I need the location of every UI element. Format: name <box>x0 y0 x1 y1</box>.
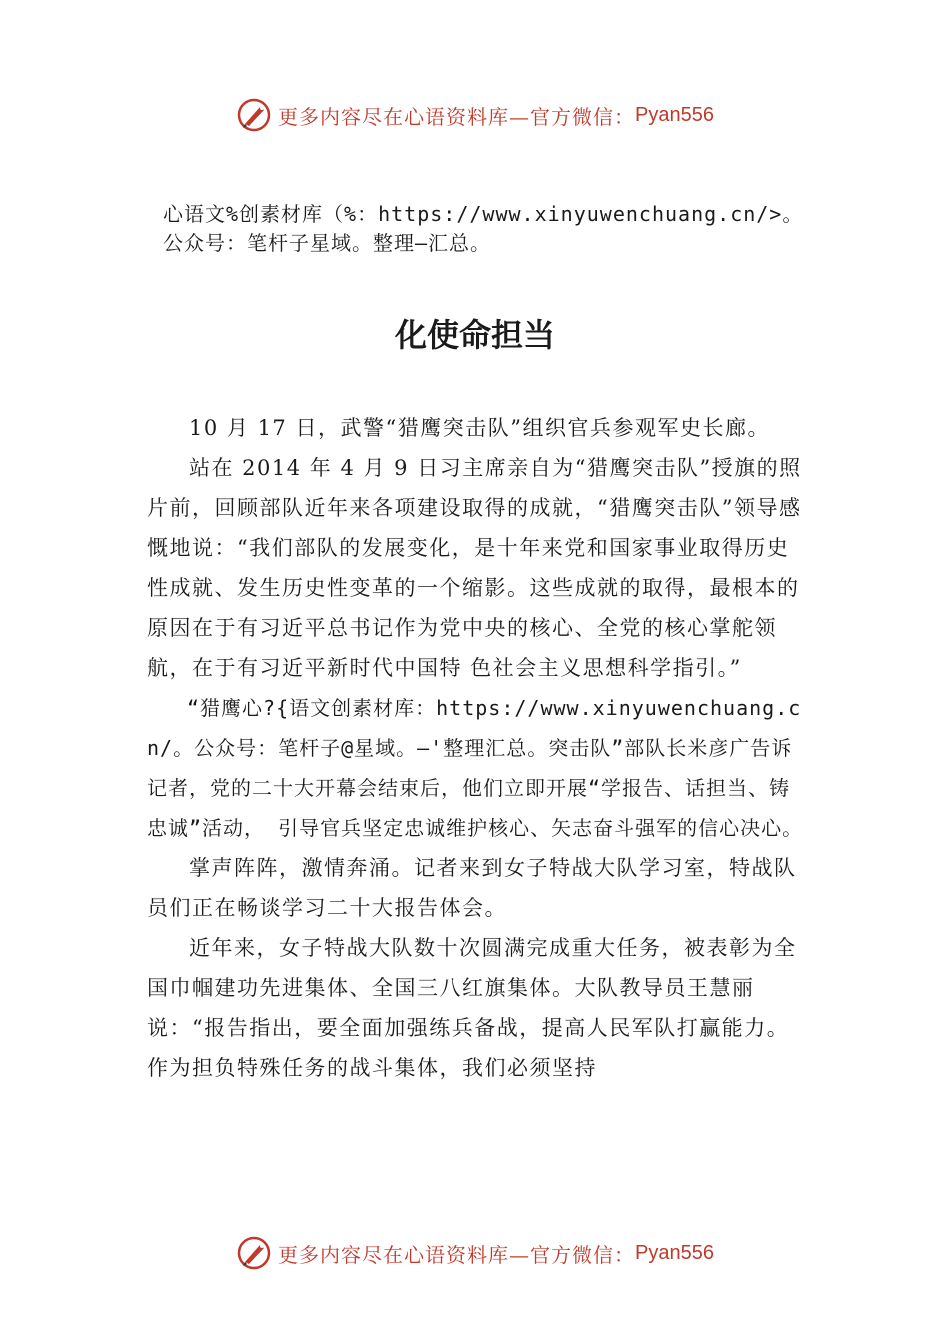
article-body <box>147 408 807 1088</box>
source-note: 心语文%创素材库（%：https://www.xinyuwenchuang.cn/>。公众号：笔杆子星域。整理—汇总。 <box>163 202 804 255</box>
footer-banner <box>0 1233 950 1273</box>
banner-wechat-id: Pyan556 <box>635 103 714 126</box>
paragraph: “猎鹰心?{语文创素材库：https://www.xinyuwenchuang.cn/。公众号：笔杆子@星域。—'整理汇总。突击队”部队长米彦广告诉记者，党的二十大开幕会结束后，他们立即开展“学报告、话担当、铸忠诚”活动， 引导官兵坚定忠诚维护核心、矢志奋斗强军的信心决心。 <box>147 696 804 840</box>
pen-logo-icon <box>236 1235 272 1271</box>
paragraph: 站在 2014 年 4 月 9 日习主席亲自为“猎鹰突击队”授旗的照片前，回顾部队近年来各项建设取得的成就，“猎鹰突击队”领导感慨地说：“我们部队的发展变化，是十年来党和国家事业取得历史性成就、发生历史性变革的一个缩影。这些成就的取得，最根本的原因在于有习近平总书记作为党中央的核心、全党的核心掌舵领航，在于有习近平新时代中国特 色社会主义思想科学指引。” <box>147 456 802 680</box>
header-banner <box>0 95 950 135</box>
banner-wechat-id: Pyan556 <box>635 1241 714 1264</box>
banner-text: 更多内容尽在心语资料库—官方微信： <box>278 1242 636 1267</box>
page-title: 化使命担当 <box>394 316 555 354</box>
paragraph: 近年来，女子特战大队数十次圆满完成重大任务，被表彰为全国巾帼建功先进集体、全国三八红旗集体。大队教导员王慧丽说：“报告指出，要全面加强练兵备战，提高人民军队打赢能力。作为担负特殊任务的战斗集体，我们必须坚持 <box>147 936 797 1080</box>
paragraph: 10 月 17 日，武警“猎鹰突击队”组织官兵参观军史长廊。 <box>189 416 770 440</box>
banner-text: 更多内容尽在心语资料库—官方微信： <box>278 104 636 129</box>
pen-logo-icon <box>236 97 272 133</box>
paragraph: 掌声阵阵，激情奔涌。记者来到女子特战大队学习室，特战队员们正在畅谈学习二十大报告体会。 <box>147 856 797 920</box>
